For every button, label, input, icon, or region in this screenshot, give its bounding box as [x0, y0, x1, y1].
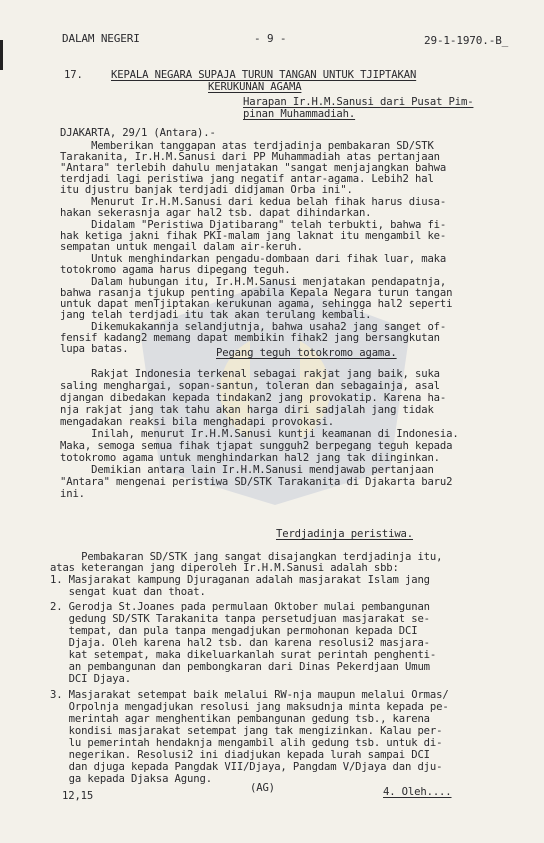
body-line: jang telah terdjadi itu tak akan terulang kembali. — [60, 309, 372, 321]
header-section: DALAM NEGERI — [62, 32, 140, 45]
body-line: ga kepada Djaksa Agung. — [50, 773, 212, 785]
body-line: totokromo agama untuk menghindarkan hal2 jang tak diinginkan. — [60, 452, 440, 464]
page-number: - 9 - — [254, 32, 287, 45]
list-item: 2. Gerodja St.Joanes pada permulaan Oktober mulai pembangunan — [50, 601, 430, 613]
article-subtitle-line1: Harapan Ir.H.M.Sanusi dari Pusat Pim- — [243, 96, 474, 108]
body-line: ini. — [60, 488, 85, 500]
body-line: Tarakanita, Ir.H.M.Sanusi dari PP Muhammadiah atas pertanjaan — [60, 151, 440, 163]
body-line: Pembakaran SD/STK jang sangat disajangkan terdjadinja itu, — [50, 551, 443, 563]
article-title-line1: KEPALA NEGARA SUPAJA TURUN TANGAN UNTUK TJIPTAKAN — [111, 69, 417, 81]
body-line: lu pemerintah hendaknja mengambil alih gedung tsb. untuk di- — [50, 737, 443, 749]
body-line: kondisi masjarakat setempat jang tak mengizinkan. Kalau per- — [50, 725, 443, 737]
body-line: kat setempat, maka dikeluarkanlah surat perintah penghenti- — [50, 649, 437, 661]
body-line: Untuk menghindarkan pengadu-dombaan dari fihak luar, maka — [60, 253, 447, 265]
body-line: Demikian antara lain Ir.H.M.Sanusi mendjawab pertanjaan — [60, 464, 434, 476]
body-line: Rakjat Indonesia terkenal sebagai rakjat jang baik, suka — [60, 368, 440, 380]
body-line: saling menghargai, sopan-santun, toleran dan sebagainja, asal — [60, 380, 440, 392]
body-line: bahwa rasanja tjukup penting apabila Kepala Negara turun tangan — [60, 287, 453, 299]
body-line: sengat kuat dan thoat. — [50, 586, 206, 598]
list-item: 1. Masjarakat kampung Djuraganan adalah masjarakat Islam jang — [50, 574, 430, 586]
body-line: atas keterangan jang diperoleh Ir.H.M.Sanusi adalah sbb: — [50, 562, 399, 574]
body-line: nja rakjat jang tak tahu akan harga diri sadjalah jang tidak — [60, 404, 434, 416]
article-subtitle-line2: pinan Muhammadiah. — [243, 108, 356, 120]
body-line: DJAKARTA, 29/1 (Antara).- — [60, 127, 216, 139]
body-line: mengadakan reaksi bila menghadapi provokasi. — [60, 416, 335, 428]
body-line: Djaja. Oleh karena hal2 tsb. dan karena resolusi2 masjara- — [50, 637, 430, 649]
list-item: 3. Masjarakat setempat baik melalui RW-nja maupun melalui Ormas/ — [50, 689, 449, 701]
article-title-line2: KERUKUNAN AGAMA — [208, 81, 302, 93]
body-line: Maka, semoga semua fihak tjapat sungguh2 berpegang teguh kepada — [60, 440, 453, 452]
body-line: totokromo agama harus dipegang teguh. — [60, 264, 291, 276]
body-line: Didalam "Peristiwa Djatibarang" telah terbukti, bahwa fi- — [60, 219, 447, 231]
body-line: hak ketiga jakni fihak PKI-malam jang laknat itu mengambil ke- — [60, 230, 447, 242]
body-line: dan djuga kepada Pangdak VII/Djaya, Pangdam V/Djaya dan dju- — [50, 761, 443, 773]
header-date: 29-1-1970.-B_ — [424, 34, 509, 47]
body-line: sempatan untuk mengail dalam air-keruh. — [60, 241, 303, 253]
body-line: fensif kadang2 memang dapat membikin fihak2 jang bersangkutan — [60, 332, 440, 344]
article-number: 17. — [64, 69, 83, 81]
footer-initials: (AG) — [250, 782, 275, 794]
body-line: merintah agar menghentikan pembangunan gedung tsb., karena — [50, 713, 430, 725]
body-line: Inilah, menurut Ir.H.M.Sanusi kuntji keamanan di Indonesia. — [60, 428, 459, 440]
footer-code: 12,15 — [62, 790, 94, 802]
body-line: Memberikan tanggapan atas terdjadinja pembakaran SD/STK — [60, 140, 434, 152]
body-line: an pembangunan dan pembongkaran dari Dinas Pekerdjaan Umum — [50, 661, 430, 673]
footer-continuation: 4. Oleh.... — [383, 786, 452, 798]
body-line: Dikemukakannja selandjutnja, bahwa usaha2 jang sanget of- — [60, 321, 447, 333]
page-edge-mark — [0, 40, 3, 70]
body-line: tempat, dan pula tanpa mengadjukan permohonan kepada DCI — [50, 625, 418, 637]
body-line: negerikan. Resolusi2 ini diadjukan kepada lurah sampai DCI — [50, 749, 430, 761]
body-line: "Antara" terlebih dahulu menjatakan "sangat menjajangkan bahwa — [60, 162, 447, 174]
body-line: untuk dapat menTjiptakan kerukunan agama, sehingga hal2 seperti — [60, 298, 453, 310]
body-line: gedung SD/STK Tarakanita tanpa persetudjuan masjarakat se- — [50, 613, 430, 625]
section1-heading: Pegang teguh totokromo agama. — [216, 347, 397, 359]
body-line: itu djustru banjak terdjadi didjaman Orba ini". — [60, 184, 353, 196]
body-line: hakan sekerasnja agar hal2 tsb. dapat dihindarkan. — [60, 207, 372, 219]
body-line: Dalam hubungan itu, Ir.H.M.Sanusi menjatakan pendapatnja, — [60, 276, 447, 288]
body-line: terdjadi lagi peristiwa jang negatif antar-agama. Lebih2 hal — [60, 173, 434, 185]
body-line: "Antara" mengenai peristiwa SD/STK Tarakanita di Djakarta baru2 — [60, 476, 453, 488]
body-line: Menurut Ir.H.M.Sanusi dari kedua belah fihak harus diusa- — [60, 196, 447, 208]
section2-heading: Terdjadinja peristiwa. — [276, 528, 414, 540]
body-line: lupa batas. — [60, 343, 129, 355]
body-line: DCI Djaya. — [50, 673, 131, 685]
body-line: Orpolnja mengadjukan resolusi jang maksudnja minta kepada pe- — [50, 701, 449, 713]
body-line: djangan dibedakan kepada tindakan2 jang provokatip. Karena ha- — [60, 392, 447, 404]
